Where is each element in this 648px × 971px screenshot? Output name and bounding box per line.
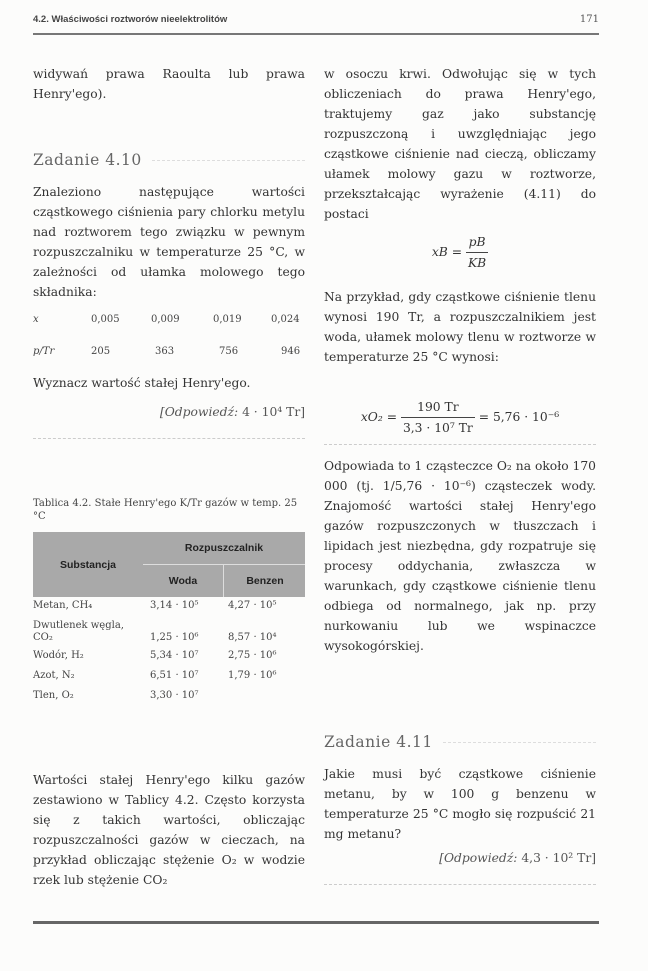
answer-prefix: [Odpowiedź: xyxy=(439,851,518,865)
title-rule xyxy=(152,160,305,161)
exercise-title: Zadanie 4.10 xyxy=(33,151,142,169)
table-row xyxy=(33,650,305,670)
data-cell: 363 xyxy=(155,346,175,357)
water-cell: 6,51 · 10⁷ xyxy=(150,670,199,681)
equation-lhs: xO₂ = xyxy=(360,410,398,424)
water-cell: 1,25 · 10⁶ xyxy=(150,632,199,643)
data-cell: 756 xyxy=(219,346,239,357)
data-cell: 0,005 xyxy=(91,314,120,325)
equation-fraction xyxy=(466,232,488,273)
substance-cell: Tlen, O₂ xyxy=(33,690,74,701)
data-cell: 0,019 xyxy=(213,314,242,325)
header-water: Woda xyxy=(168,574,198,587)
separator xyxy=(324,444,596,445)
table-header xyxy=(33,532,305,597)
left-bottom-paragraph: Wartości stałej Henry'ego kilku gazów zestawiono w Tablicy 4.2. Często korzysta się z takich wartości, obliczając rozpuszczalności gazów w cieczach, na przykład obliczając stężenie O₂ w wodzie rzek lub stężenie CO₂ xyxy=(33,773,305,887)
running-head: 4.2. Właściwości roztworów nieelektrolitów xyxy=(33,14,228,25)
header-substance: Substancja xyxy=(59,558,117,571)
substance-cell: Metan, CH₄ xyxy=(33,600,93,611)
row-label: p/Tr xyxy=(33,346,55,357)
benzene-cell: 1,79 · 10⁶ xyxy=(228,670,277,681)
henry-constants-table xyxy=(33,532,305,710)
row-label: x xyxy=(33,314,39,325)
right-paragraph-3: Odpowiada to 1 cząsteczce O₂ na około 170 000 (tj. 1/5,76 · 10⁻⁶) cząsteczek wody. Znajomość wartości stałej Henry'ego gazów rozpuszczonych w tłuszczach i lipidach jest niezbędna, gdy rozpatruje się procesy oddychania, zwłaszcza w warunkach, gdy cząstkowe ciśnienie tlenu odbiega od normalnego, jak np. przy nurkowaniu lub we wspinaczce wysokogórskiej. xyxy=(324,459,596,653)
equation-oxygen xyxy=(324,397,596,438)
exercise-4-11-text: Jakie musi być cząstkowe ciśnienie metanu, by w 100 g benzenu w temperaturze 25 °C mogło się rozpuścić 21 mg metanu? xyxy=(324,767,596,841)
table-row xyxy=(33,670,305,690)
table-row xyxy=(33,690,305,710)
exercise-4-10-answer xyxy=(33,402,305,422)
header-solvent: Rozpuszczalnik xyxy=(143,532,305,565)
benzene-cell: 4,27 · 10⁵ xyxy=(228,600,277,611)
fraction-numerator: 190 Tr xyxy=(401,397,475,418)
fraction-numerator: pB xyxy=(466,232,488,253)
answer-prefix: [Odpowiedź: xyxy=(159,405,239,419)
substance-cell: Azot, N₂ xyxy=(33,670,75,681)
equation-henry-molfraction xyxy=(324,232,596,273)
footer-rule xyxy=(33,921,599,924)
title-rule xyxy=(443,742,596,743)
right-paragraph-1: w osoczu krwi. Odwołując się w tych obliczeniach do prawa Henry'ego, traktujemy gaz jako substancję rozpuszczoną i uwzględniając jego cząstkowe ciśnienie nad cieczą, obliczamy ułamek molowy gazu w roztworze, przekształcając wyrażenie (4.11) do postaci xyxy=(324,67,596,221)
fraction-denominator: 3,3 · 10⁷ Tr xyxy=(402,421,473,435)
page-number: 171 xyxy=(579,14,599,25)
data-cell: 0,024 xyxy=(271,314,300,325)
equation-fraction xyxy=(401,397,475,438)
benzene-cell: 2,75 · 10⁶ xyxy=(228,650,277,661)
water-cell: 5,34 · 10⁷ xyxy=(150,650,199,661)
data-cell: 205 xyxy=(91,346,111,357)
exercise-4-10-text: Znaleziono następujące wartości cząstkowego ciśnienia pary chlorku metylu nad roztworem tego związku w pewnym rozpuszczalniku w temperaturze 25 °C, w zależności od ułamka molowego tego składnika: xyxy=(33,185,305,299)
table-caption: Tablica 4.2. Stałe Henry'ego K/Tr gazów w temp. 25 °C xyxy=(33,498,298,522)
exercise-4-11-answer xyxy=(324,848,596,868)
water-cell: 3,14 · 10⁵ xyxy=(150,600,199,611)
separator xyxy=(324,884,596,885)
page-header xyxy=(33,14,599,32)
exercise-4-10-heading xyxy=(33,150,305,170)
table-row xyxy=(33,620,305,650)
header-benzene: Benzen xyxy=(223,564,306,597)
substance-cell: Wodór, H₂ xyxy=(33,650,84,661)
right-paragraph-2: Na przykład, gdy cząstkowe ciśnienie tlenu wynosi 190 Tr, a rozpuszczalnikiem jest woda, ułamek molowy tlenu w roztworze w temperaturze 25 °C wynosi: xyxy=(324,290,596,364)
header-rule xyxy=(33,33,599,35)
water-cell: 3,30 · 10⁷ xyxy=(150,690,199,701)
fraction-denominator: KB xyxy=(467,256,487,270)
answer-value: 4,3 · 10² Tr] xyxy=(521,851,596,865)
data-cell: 0,009 xyxy=(151,314,180,325)
left-intro-paragraph: widywań prawa Raoulta lub prawa Henry'ego). xyxy=(33,67,305,101)
answer-value: 4 · 10⁴ Tr] xyxy=(242,405,305,419)
equation-lhs: xB = xyxy=(431,245,463,259)
exercise-4-10-question: Wyznacz wartość stałej Henry'ego. xyxy=(33,376,251,390)
equation-result: = 5,76 · 10⁻⁶ xyxy=(478,410,560,424)
exercise-4-11-heading xyxy=(324,732,596,752)
benzene-cell: 8,57 · 10⁴ xyxy=(228,632,277,643)
data-cell: 946 xyxy=(281,346,301,357)
separator xyxy=(33,438,305,439)
table-row xyxy=(33,600,305,620)
exercise-title: Zadanie 4.11 xyxy=(324,733,433,751)
substance-cell: Dwutlenek węgla, CO₂ xyxy=(33,620,124,643)
